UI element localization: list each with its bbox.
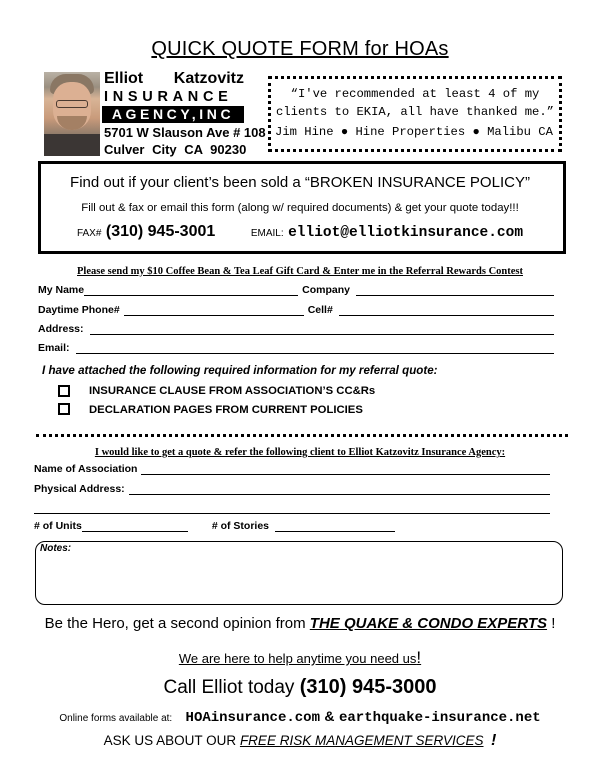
cell-field[interactable] (339, 305, 554, 316)
testimonial-quote-line1: “I've recommended at least 4 of my (290, 87, 540, 101)
agency-state-zip: CA 90230 (184, 142, 247, 157)
call-text: Call Elliot today (163, 677, 300, 698)
site-link-earthquake[interactable]: earthquake-insurance.net (339, 710, 541, 726)
email-field[interactable] (76, 343, 554, 354)
address-field[interactable] (90, 324, 554, 335)
company-field[interactable] (356, 285, 554, 296)
help-text: We are here to help anytime you need us (178, 651, 417, 666)
physical-address-row (34, 483, 550, 495)
dotted-divider (36, 434, 568, 437)
daytime-phone-label: Daytime Phone# (38, 304, 120, 316)
physical-address-field-2[interactable] (34, 503, 550, 514)
fax-email-line (0, 223, 600, 241)
attachments-heading: I have attached the following required information for my referral quote: (42, 364, 438, 377)
physical-address-field[interactable] (129, 484, 550, 495)
units-field[interactable] (82, 521, 188, 532)
call-number[interactable]: (310) 945-3000 (299, 676, 437, 698)
help-line (0, 648, 600, 668)
instructions-line: Fill out & fax or email this form (along w/ required documents) & get your quote today!!! (81, 202, 519, 214)
association-label: Name of Association (34, 463, 138, 475)
cell-label: Cell# (307, 304, 333, 316)
risk-services-text: FREE RISK MANAGEMENT SERVICES (239, 733, 484, 748)
hero-line (0, 615, 600, 632)
risk-text: ASK US ABOUT OUR (103, 733, 240, 748)
gift-card-line: Please send my $10 Coffee Bean & Tea Leaf Gift Card & Enter me in the Referral Rewards Contest (77, 266, 523, 277)
online-forms-label: Online forms available at: (59, 713, 173, 724)
address-row (38, 323, 554, 335)
address-label: Address: (38, 323, 84, 335)
agency-last-name: Katzovitz (173, 70, 244, 87)
sites-ampersand: & (324, 708, 335, 724)
site-link-hoa[interactable]: HOAinsurance.com (185, 710, 320, 726)
agency-first-name: Elliot (104, 70, 144, 87)
email-row (38, 342, 554, 354)
physical-address-label: Physical Address: (34, 483, 125, 495)
fax-number: (310) 945-3001 (105, 223, 216, 240)
cc-and-rs-label: INSURANCE CLAUSE FROM ASSOCIATION’S CC&Rs (89, 385, 376, 397)
phone-cell-row (38, 304, 554, 316)
referral-heading: I would like to get a quote & refer the following client to Elliot Katzovitz Insurance Agency: (94, 447, 506, 458)
help-exclamation: ! (416, 648, 422, 667)
declaration-pages-checkbox[interactable] (58, 403, 70, 415)
agency-address-line2 (104, 142, 246, 157)
risk-management-line (0, 732, 600, 750)
hero-text: Be the Hero, get a second opinion from (44, 615, 310, 632)
agency-owner-name (104, 70, 244, 88)
testimonial-citation: Jim Hine ● Hine Properties ● Malibu CA (275, 125, 553, 139)
email-address[interactable]: elliot@elliotkinsurance.com (288, 225, 524, 241)
notes-label: Notes: (40, 543, 72, 554)
notes-box[interactable] (35, 541, 563, 605)
online-forms-line (0, 708, 600, 726)
stories-field[interactable] (275, 521, 395, 532)
physical-address-row-2 (34, 503, 550, 514)
agency-inc-banner: AGENCY,INC (102, 106, 244, 123)
call-line (0, 676, 600, 699)
association-field[interactable] (141, 464, 550, 475)
broken-policy-headline: Find out if your client’s been sold a “BROKEN INSURANCE POLICY” (70, 174, 530, 191)
experts-text: THE QUAKE & CONDO EXPERTS (309, 615, 548, 632)
declaration-pages-label: DECLARATION PAGES FROM CURRENT POLICIES (89, 404, 363, 416)
units-stories-row (34, 520, 404, 532)
daytime-phone-field[interactable] (124, 305, 304, 316)
agency-city: Culver City (104, 142, 177, 157)
email-label: EMAIL: (250, 228, 284, 239)
page-title: QUICK QUOTE FORM for HOAs (151, 38, 449, 60)
my-name-field[interactable] (84, 285, 298, 296)
cc-and-rs-checkbox[interactable] (58, 385, 70, 397)
stories-label: # of Stories (211, 520, 270, 532)
hero-exclamation: ! (551, 615, 556, 632)
agency-address-line1: 5701 W Slauson Ave # 108 (104, 125, 266, 140)
testimonial-quote-line2: clients to EKIA, all have thanked me.” (276, 105, 554, 119)
email-field-label: Email: (38, 342, 70, 354)
association-row (34, 463, 550, 475)
fax-label: FAX# (76, 228, 102, 239)
risk-exclamation: ! (491, 732, 497, 749)
name-company-row (38, 284, 554, 296)
agency-insurance-word: INSURANCE (104, 89, 233, 105)
my-name-label: My Name (38, 284, 85, 296)
company-label: Company (302, 284, 350, 296)
testimonial-box (268, 76, 562, 152)
units-label: # of Units (34, 520, 82, 532)
agent-photo (44, 72, 100, 156)
